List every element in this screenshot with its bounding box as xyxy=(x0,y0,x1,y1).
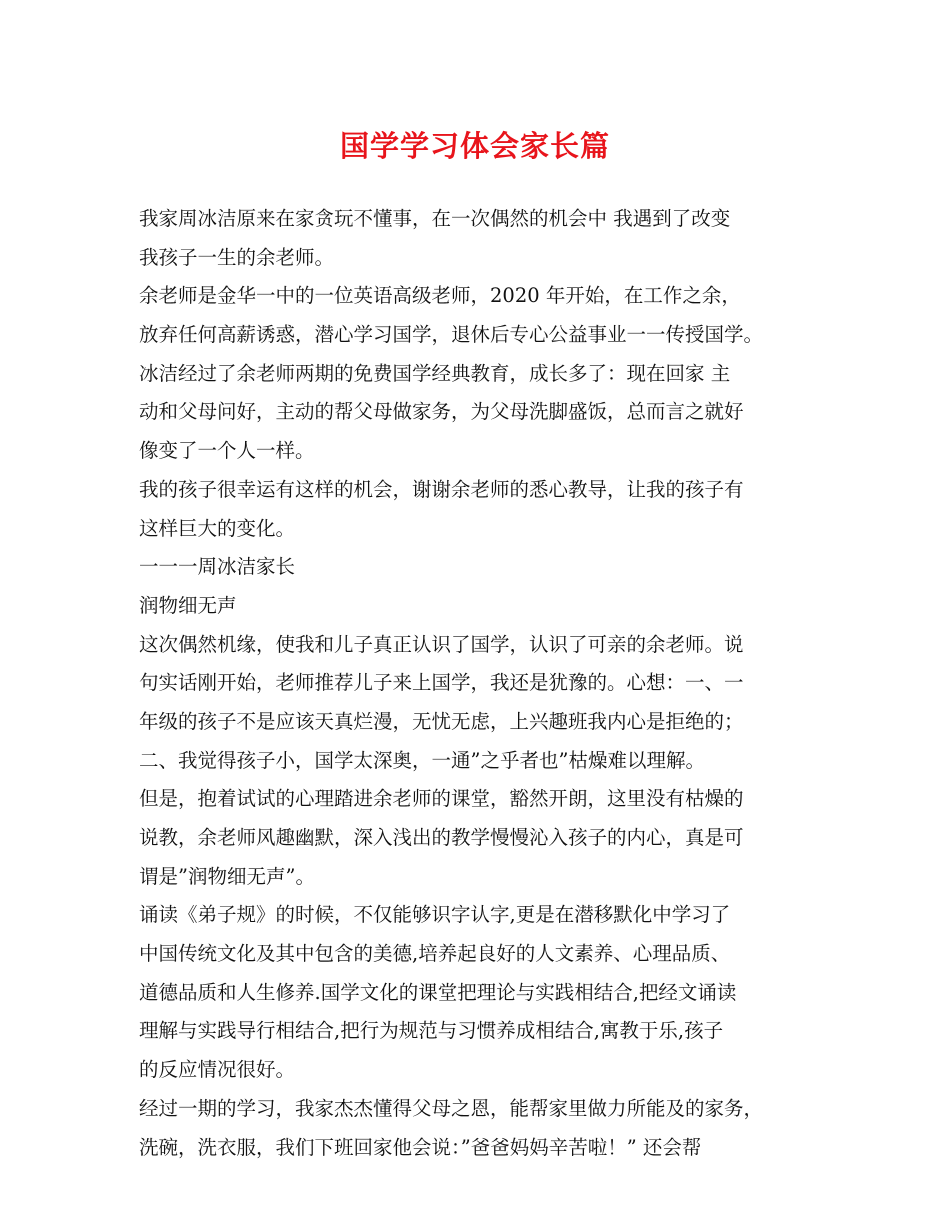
text-line: 这次偶然机缘，使我和儿子真正认识了国学，认识了可亲的余老师。说 xyxy=(139,632,744,656)
text-line: 道德品质和人生修养.国学文化的课堂把理论与实践相结合,把经文诵读 xyxy=(139,980,737,1004)
text-line: 动和父母问好，主动的帮父母做家务，为父母洗脚盛饭，总而言之就好 xyxy=(139,400,744,424)
text-line: 二、我觉得孩子小，国学太深奥，一通”之乎者也”枯燥难以理解。 xyxy=(139,748,705,772)
text-line: 我家周冰洁原来在家贪玩不懂事，在一次偶然的机会中 我遇到了改变 xyxy=(139,207,731,230)
text-line: 年级的孩子不是应该天真烂漫，无忧无虑，上兴趣班我内心是拒绝的； xyxy=(139,709,744,733)
text-line: 这样巨大的变化。 xyxy=(139,516,296,540)
text-line: 洗碗，洗衣服，我们下班回家他会说：”爸爸妈妈辛苦啦！” 还会帮 xyxy=(139,1135,702,1159)
text-line: 的反应情况很好。 xyxy=(139,1058,296,1082)
text-line: 句实话刚开始，老师推荐儿子来上国学，我还是犹豫的。心想：一、一 xyxy=(139,671,744,695)
text-line: 理解与实践导行相结合,把行为规范与习惯养成相结合,寓教于乐,孩子 xyxy=(139,1019,724,1043)
text-line: 我的孩子很幸运有这样的机会，谢谢余老师的悉心教导，让我的孩子有 xyxy=(139,477,744,501)
text-line: 放弃任何高薪诱惑，潜心学习国学，退休后专心公益事业一一传授国学。 xyxy=(139,323,764,347)
text-line: 中国传统文化及其中包含的美德,培养起良好的人文素养、心理品质、 xyxy=(139,942,731,966)
text-line: 诵读《弟子规》的时候，不仅能够识字认字,更是在潜移默化中学习了 xyxy=(139,903,731,927)
text-line: 但是，抱着试试的心理踏进余老师的课堂，豁然开朗，这里没有枯燥的 xyxy=(139,787,744,811)
text-line: 我孩子一生的余老师。 xyxy=(139,245,335,269)
text-line: 冰洁经过了余老师两期的免费国学经典教育，成长多了：现在回家 主 xyxy=(139,361,731,385)
signature-line: 一一一周冰洁家长 xyxy=(139,555,296,579)
text-line: 像变了一个人一样。 xyxy=(139,439,315,463)
document-title: 国学学习体会家长篇 xyxy=(339,129,610,163)
text-line: 经过一期的学习，我家杰杰懂得父母之恩，能帮家里做力所能及的家务， xyxy=(139,1096,764,1120)
text-line: 说教，余老师风趣幽默，深入浅出的教学慢慢沁入孩子的内心，真是可 xyxy=(139,826,744,849)
text-line: 余老师是金华一中的一位英语高级老师，2020 年开始，在工作之余， xyxy=(139,284,741,308)
document-body xyxy=(139,200,829,1167)
section-heading: 润物细无声 xyxy=(139,593,237,617)
text-line: 谓是”润物细无声”。 xyxy=(139,864,315,888)
